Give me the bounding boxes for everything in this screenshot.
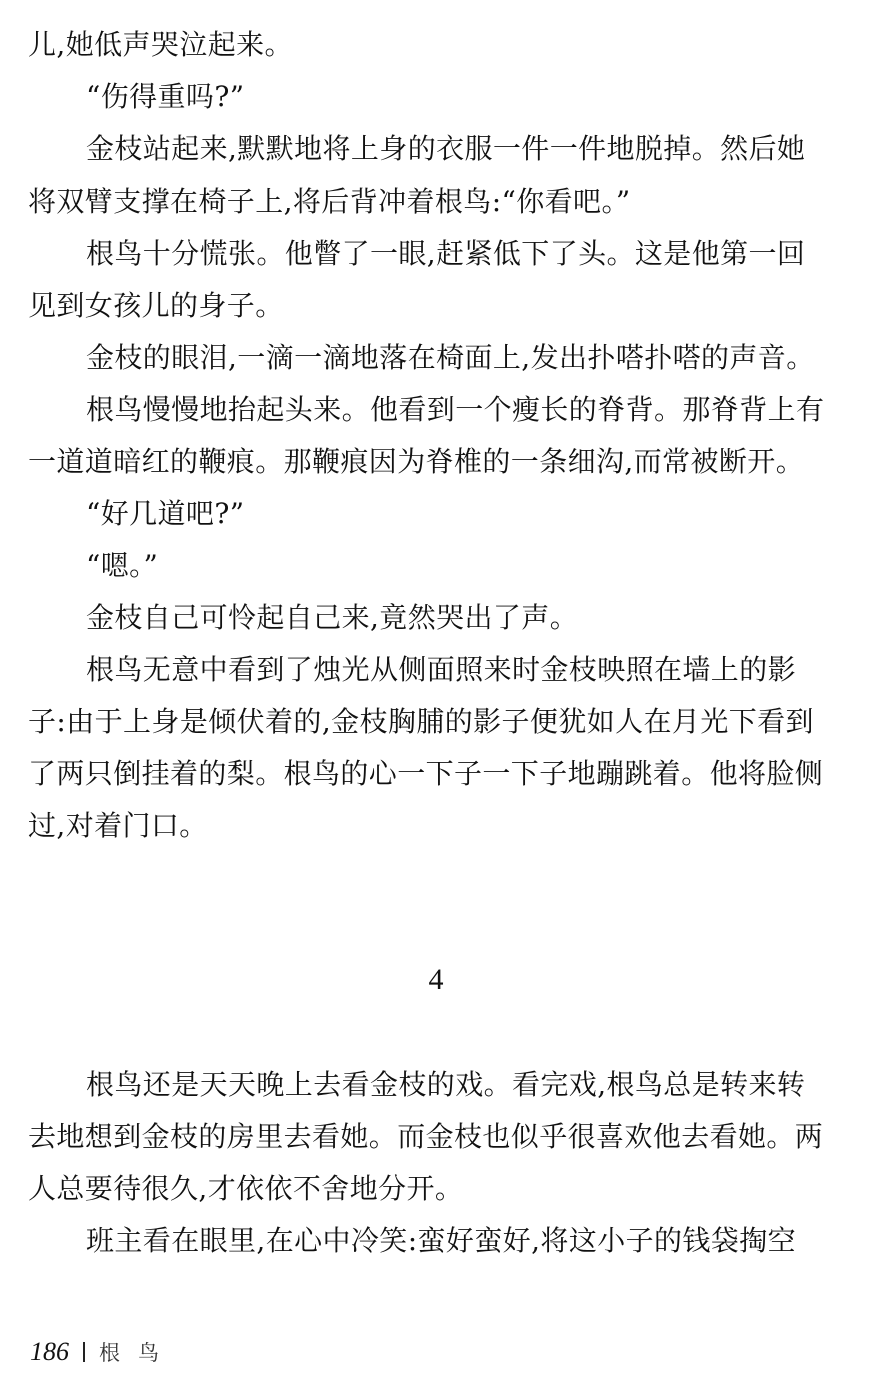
text-line: 过,对着门口。 xyxy=(28,809,208,842)
text-line: 班主看在眼里,在心中冷笑:蛮好蛮好,将这小子的钱袋掏空 xyxy=(86,1224,797,1257)
text-line: 儿,她低声哭泣起来。 xyxy=(28,28,293,61)
text-line: 将双臂支撑在椅子上,将后背冲着根鸟:“你看吧。” xyxy=(28,185,631,218)
text-line: 见到女孩儿的身子。 xyxy=(28,289,284,322)
text-line: “好几道吧?” xyxy=(86,497,245,530)
page-footer xyxy=(30,1335,177,1369)
running-title: 根鸟 xyxy=(99,1341,177,1365)
text-line: 根鸟十分慌张。他瞥了一眼,赶紧低下了头。这是他第一回 xyxy=(86,237,806,270)
text-line: “伤得重吗?” xyxy=(86,80,245,113)
section-number: 4 xyxy=(428,963,444,996)
text-line: 根鸟无意中看到了烛光从侧面照来时金枝映照在墙上的影 xyxy=(86,653,797,686)
footer-divider xyxy=(83,1342,85,1362)
text-line: 金枝的眼泪,一滴一滴地落在椅面上,发出扑嗒扑嗒的声音。 xyxy=(86,341,815,374)
text-line: 金枝自己可怜起自己来,竟然哭出了声。 xyxy=(86,601,579,634)
text-line: 一道道暗红的鞭痕。那鞭痕因为脊椎的一条细沟,而常被断开。 xyxy=(28,445,805,478)
page-number: 186 xyxy=(30,1337,69,1366)
text-line: 子:由于上身是倾伏着的,金枝胸脯的影子便犹如人在月光下看到 xyxy=(28,705,814,738)
text-line: 去地想到金枝的房里去看她。而金枝也似乎很喜欢他去看她。两 xyxy=(28,1120,824,1153)
text-line: 了两只倒挂着的梨。根鸟的心一下子一下子地蹦跳着。他将脸侧 xyxy=(28,757,824,790)
text-line: “嗯。” xyxy=(86,549,159,582)
text-line: 根鸟慢慢地抬起头来。他看到一个瘦长的脊背。那脊背上有 xyxy=(86,393,825,426)
text-line: 金枝站起来,默默地将上身的衣服一件一件地脱掉。然后她 xyxy=(86,132,806,165)
text-line: 人总要待很久,才依依不舍地分开。 xyxy=(28,1172,464,1205)
text-line: 根鸟还是天天晚上去看金枝的戏。看完戏,根鸟总是转来转 xyxy=(86,1068,806,1101)
